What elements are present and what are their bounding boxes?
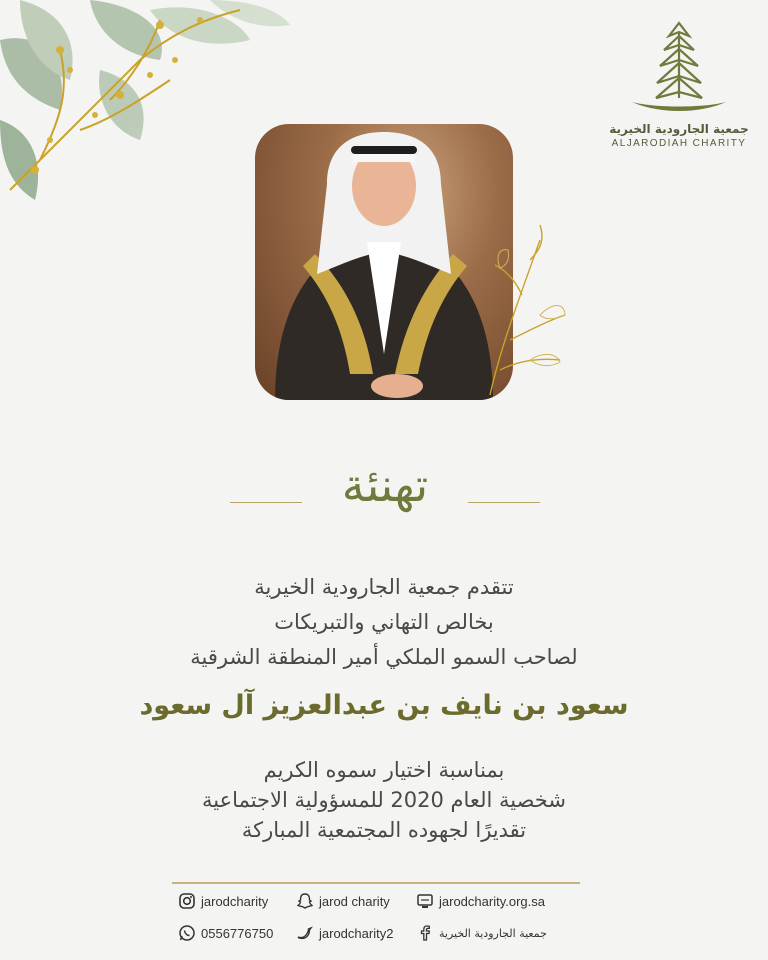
twitter-handle: jarodcharity2 bbox=[319, 925, 394, 941]
greeting-title-row bbox=[230, 450, 540, 540]
instagram-handle: jarodcharity bbox=[201, 893, 269, 909]
honoree-name: سعود بن نايف بن عبدالعزيز آل سعود bbox=[139, 690, 629, 721]
intro-line: لصاحب السمو الملكي أمير المنطقة الشرقية bbox=[190, 645, 578, 669]
instagram-link[interactable] bbox=[178, 892, 268, 910]
greeting-title: تهنئة bbox=[341, 458, 429, 512]
title-divider-right bbox=[468, 502, 540, 503]
occasion-line: تقديرًا لجهوده المجتمعية المباركة bbox=[241, 818, 527, 842]
logo-name-arabic: جمعية الجارودية الخيرية bbox=[609, 122, 749, 136]
twitter-icon bbox=[296, 924, 314, 942]
occasion-line: بمناسبة اختيار سموه الكريم bbox=[263, 758, 505, 782]
whatsapp-number: 0556776750 bbox=[201, 925, 274, 941]
intro-text bbox=[60, 570, 708, 675]
decorative-branch-illustration bbox=[470, 220, 570, 400]
website-link[interactable] bbox=[416, 892, 545, 910]
facebook-page-name: جمعية الجارودية الخيرية bbox=[439, 926, 547, 940]
whatsapp-link[interactable] bbox=[178, 924, 273, 942]
footer-divider bbox=[172, 882, 580, 884]
title-divider-left bbox=[230, 502, 302, 503]
facebook-icon bbox=[416, 924, 434, 942]
intro-line: تتقدم جمعية الجارودية الخيرية bbox=[254, 575, 514, 599]
website-icon bbox=[416, 892, 434, 910]
contact-footer bbox=[172, 886, 582, 956]
snapchat-handle: jarod charity bbox=[319, 893, 390, 909]
website-url: jarodcharity.org.sa bbox=[439, 893, 545, 909]
snapchat-link[interactable] bbox=[296, 892, 390, 910]
intro-line: بخالص التهاني والتبريكات bbox=[274, 610, 494, 634]
logo-name-english: ALJARODIAH CHARITY bbox=[611, 138, 747, 149]
occasion-line: شخصية العام 2020 للمسؤولية الاجتماعية bbox=[202, 788, 566, 812]
twitter-link[interactable] bbox=[296, 924, 393, 942]
facebook-link[interactable] bbox=[416, 924, 547, 942]
instagram-icon bbox=[178, 892, 196, 910]
wheat-emblem-icon bbox=[624, 18, 734, 118]
charity-logo bbox=[604, 18, 754, 149]
whatsapp-icon bbox=[178, 924, 196, 942]
snapchat-icon bbox=[296, 892, 314, 910]
occasion-text bbox=[60, 755, 708, 845]
